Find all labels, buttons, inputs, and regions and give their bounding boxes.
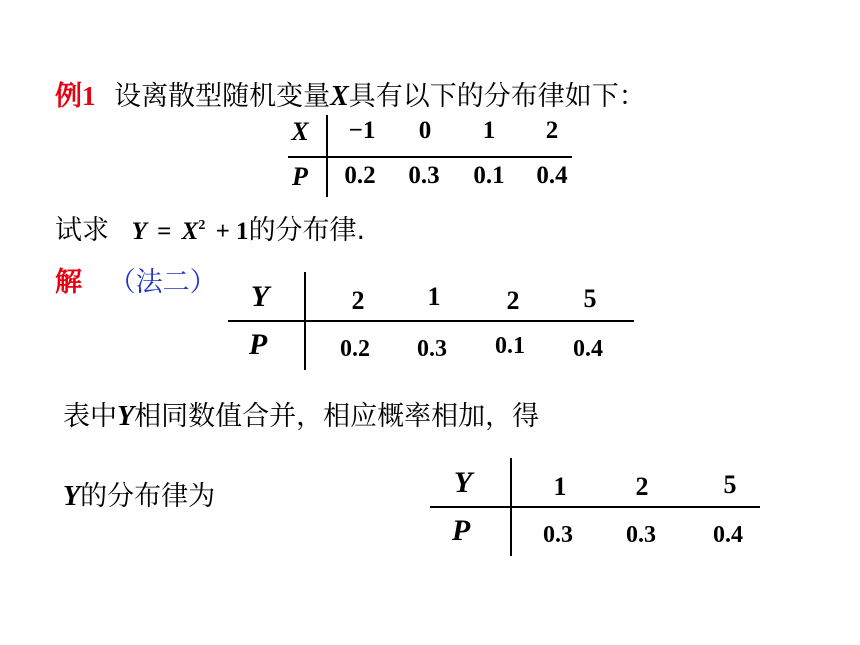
example-var: X bbox=[330, 81, 349, 112]
example-text-a: 设离散型随机变量 bbox=[114, 81, 331, 112]
table1-prob: 0.2 bbox=[344, 162, 376, 189]
example-label: 例1 bbox=[55, 81, 96, 111]
table2-horizontal-divider bbox=[228, 320, 634, 322]
table2-value: 2 bbox=[506, 286, 520, 315]
table1-head-prob: P bbox=[292, 162, 308, 191]
formula-exp: 2 bbox=[198, 218, 206, 233]
question-formula bbox=[132, 218, 249, 245]
table2-value: 2 bbox=[351, 286, 365, 315]
table3-value: 5 bbox=[723, 470, 737, 499]
result-text: 的分布律为 bbox=[80, 481, 216, 512]
solution-method: （法二） bbox=[108, 267, 217, 298]
merge-prefix: 表中 bbox=[63, 401, 117, 432]
formula-rest: + 1 bbox=[215, 218, 249, 245]
solution-line bbox=[55, 260, 217, 299]
table1-prob: 0.1 bbox=[473, 162, 505, 189]
result-var: Y bbox=[63, 481, 81, 512]
formula-eq: = bbox=[157, 218, 172, 245]
table1-horizontal-divider bbox=[288, 156, 572, 158]
formula-x: X bbox=[181, 218, 199, 245]
merge-line bbox=[63, 394, 539, 433]
table2-prob: 0.1 bbox=[495, 333, 525, 359]
table3-value: 1 bbox=[553, 472, 567, 501]
question-suffix: 的分布律. bbox=[248, 215, 366, 246]
formula-y: Y bbox=[131, 218, 147, 245]
table1-value: 1 bbox=[482, 117, 496, 144]
question-prefix: 试求 bbox=[55, 215, 109, 246]
table3-prob: 0.4 bbox=[713, 522, 743, 548]
table1-value: 2 bbox=[545, 117, 559, 144]
table3-value: 2 bbox=[635, 472, 649, 501]
table2-value: 1 bbox=[427, 282, 441, 311]
table2-head-var: Y bbox=[250, 280, 270, 313]
solution-label: 解 bbox=[55, 267, 82, 298]
table3-head-prob: P bbox=[451, 514, 471, 547]
question-line bbox=[55, 208, 365, 247]
table2-head-prob: P bbox=[248, 328, 268, 361]
table2-prob: 0.3 bbox=[417, 336, 447, 362]
table3-horizontal-divider bbox=[430, 506, 760, 508]
table1-value: 0 bbox=[418, 117, 432, 144]
merge-text: 相同数值合并，相应概率相加，得 bbox=[134, 401, 540, 432]
table2-prob: 0.2 bbox=[340, 336, 370, 362]
table1-value: −1 bbox=[348, 117, 376, 144]
result-line bbox=[63, 474, 215, 513]
table3-prob: 0.3 bbox=[626, 522, 656, 548]
table2-value: 5 bbox=[583, 284, 597, 313]
table3-head-var: Y bbox=[453, 466, 473, 499]
table1-prob: 0.3 bbox=[408, 162, 440, 189]
example-text-b: 具有以下的分布律如下： bbox=[348, 81, 646, 112]
example-line bbox=[55, 74, 646, 113]
table1-prob: 0.4 bbox=[536, 162, 568, 189]
table1-head-var: X bbox=[291, 117, 309, 146]
table3-prob: 0.3 bbox=[543, 522, 573, 548]
table2-prob: 0.4 bbox=[573, 336, 603, 362]
merge-var: Y bbox=[117, 401, 135, 432]
